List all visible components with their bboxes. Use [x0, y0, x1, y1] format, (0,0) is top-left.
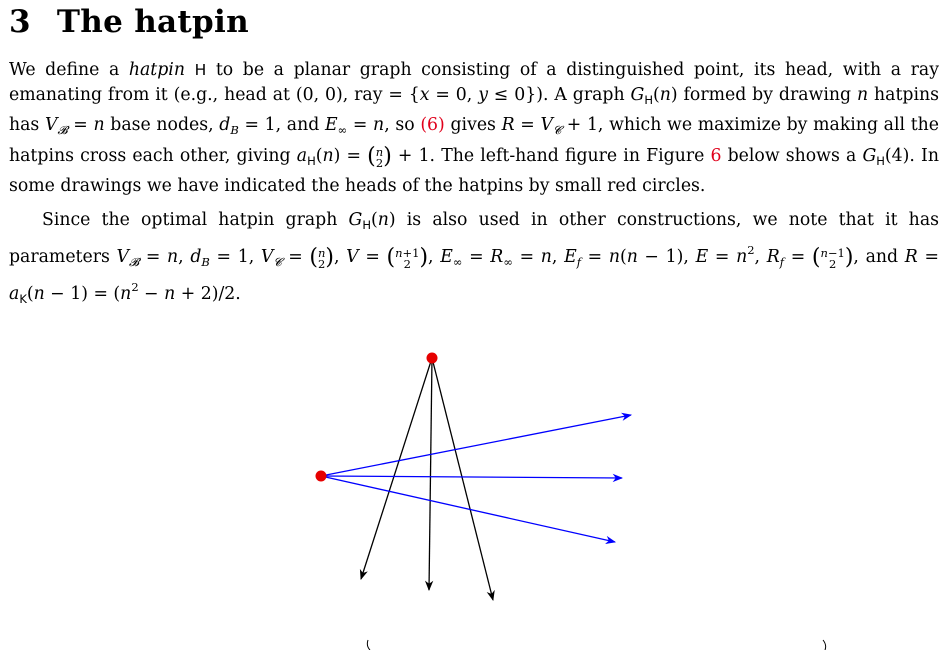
paragraph-parameters: Since the optimal hatpin graph $G_H(n)$ is also used in other constructions, we note that it has parameters $V_𝓑 = n$, $d_B = 1$, $V_𝓒$ = ( n 2 ), V = ( n+1 2 ), $E_\infty = R_\infty = n$, $E_f = n(n - 1)$, $E = n^2$, $R_f$ = ( n−1 2 ), and $R = a_K(n - 1) = (n^2 - n + 2)/2$. [9, 210, 939, 307]
equation-ref[interactable]: (6) [420, 115, 445, 136]
figure-ref[interactable]: 6 [710, 145, 722, 166]
black-ray-2 [429, 358, 432, 590]
blue-ray-1 [321, 415, 631, 476]
hatpin-head-left [316, 471, 327, 482]
section-number: 3 [9, 4, 31, 40]
caption-paren-right [823, 640, 826, 650]
caption-paren-left [367, 640, 370, 650]
blue-ray-3 [321, 476, 615, 542]
section-title: The hatpin [56, 4, 249, 40]
black-ray-1 [361, 358, 432, 579]
paragraph-definition: We define a hatpin H to be a planar graph consisting of a distinguished point, its head, with a ray emanating from it (e.g., head at (0, 0), ray = {x = 0, y ≤ 0}). A graph $G_H(n)$ formed by drawing n hatpins has $V_𝓑 = n$ base nodes, $d_B = 1$, and $E_\infty = n$, so (6) gives $R = V_𝓒 + 1$, which we maximize by making all the hatpins cross each other, giving $a_H(n)$ = ( n 2 ) + 1. The left-hand figure in Figure 6 below shows a $G_H(4)$. In some drawings we have indicated the heads of the hatpins by small red circles. [9, 60, 940, 196]
blue-ray-2 [321, 476, 622, 478]
hatpin-head-top [427, 353, 438, 364]
hatpin-term: hatpin [128, 60, 185, 80]
black-ray-3 [432, 358, 493, 600]
hatpin-symbol: H [194, 61, 207, 79]
